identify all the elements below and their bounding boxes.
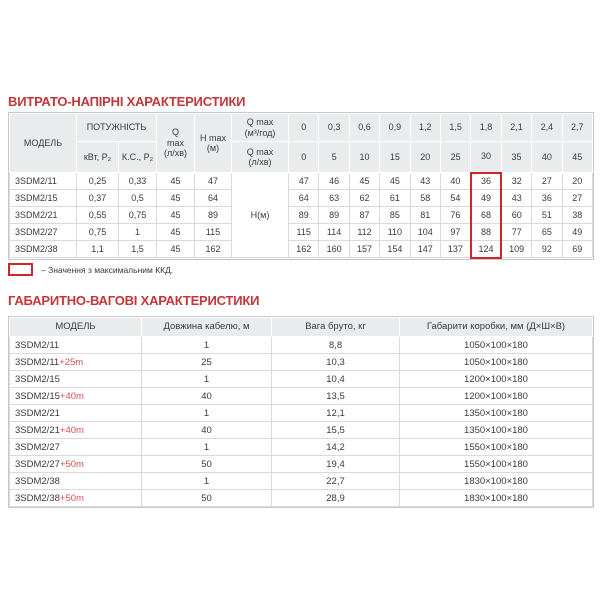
hmax-header: H max (м) xyxy=(195,114,232,173)
kw-cell: 1,1 xyxy=(77,241,119,258)
weight-cell: 10,3 xyxy=(272,354,400,371)
cable-suffix: +50m xyxy=(59,492,84,504)
box-cell: 1350×100×180 xyxy=(400,422,593,439)
header-cell: Довжина кабелю, м xyxy=(142,318,272,337)
table-row xyxy=(10,337,593,354)
header-row-m3h xyxy=(10,114,593,142)
head-value-cell: 147 xyxy=(410,241,440,258)
head-value-cell: 58 xyxy=(410,190,440,207)
box-cell: 1350×100×180 xyxy=(400,405,593,422)
cable-cell: 1 xyxy=(142,439,272,456)
weight-cell: 12,1 xyxy=(272,405,400,422)
cable-suffix: +50m xyxy=(59,458,84,470)
qmax-cell: 45 xyxy=(157,173,195,190)
head-value-cell: 62 xyxy=(349,190,379,207)
head-value-cell: 60 xyxy=(501,207,531,224)
head-value-cell: 110 xyxy=(380,224,410,241)
flow-m3h-header-cell: 1,2 xyxy=(410,114,440,142)
head-value-cell: 97 xyxy=(440,224,470,241)
head-value-cell: 109 xyxy=(501,241,531,258)
head-value-cell: 65 xyxy=(532,224,562,241)
qmax-cell: 45 xyxy=(157,190,195,207)
cable-cell: 1 xyxy=(142,473,272,490)
header-row-lmin xyxy=(10,142,593,173)
model-cell: 3SDM2/38 xyxy=(10,241,77,258)
table-row xyxy=(10,354,593,371)
head-value-cell: 32 xyxy=(501,173,531,190)
header-row xyxy=(10,318,593,337)
box-cell: 1050×100×180 xyxy=(400,354,593,371)
head-value-cell: 51 xyxy=(532,207,562,224)
model-cell xyxy=(10,456,142,473)
head-value-cell: 87 xyxy=(349,207,379,224)
power-hp-header: К.С., P₂ xyxy=(119,142,157,173)
head-meters-label-cell: Н(м) xyxy=(232,173,289,258)
model-name: 3SDM2/27 xyxy=(15,458,60,470)
model-cell xyxy=(10,422,142,439)
cable-cell: 25 xyxy=(142,354,272,371)
box-cell: 1050×100×180 xyxy=(400,337,593,354)
flow-m3h-header-cell: 2,4 xyxy=(532,114,562,142)
head-value-cell: 115 xyxy=(289,224,319,241)
head-value-cell: 77 xyxy=(501,224,531,241)
box-cell: 1830×100×180 xyxy=(400,473,593,490)
qmax-cell: 45 xyxy=(157,207,195,224)
cable-cell: 50 xyxy=(142,490,272,507)
power-kw-header: кВт, P₂ xyxy=(77,142,119,173)
head-value-cell: 43 xyxy=(501,190,531,207)
max-efficiency-highlight-swatch xyxy=(8,263,33,276)
hmax-cell: 115 xyxy=(195,224,232,241)
header-cell: МОДЕЛЬ xyxy=(10,318,142,337)
qmax-lmin-label: Q max (л/хв) xyxy=(232,142,289,173)
header-cell: Вага бруто, кг xyxy=(272,318,400,337)
weight-cell: 13,5 xyxy=(272,388,400,405)
table-row xyxy=(10,456,593,473)
weight-cell: 10,4 xyxy=(272,371,400,388)
table-row xyxy=(10,190,593,207)
head-value-cell: 64 xyxy=(289,190,319,207)
dimensions-section-title: ГАБАРИТНО-ВАГОВІ ХАРАКТЕРИСТИКИ xyxy=(8,293,260,308)
box-cell: 1200×100×180 xyxy=(400,371,593,388)
power-header: ПОТУЖНІСТЬ xyxy=(77,114,157,142)
dimensions-table-wrap xyxy=(8,316,594,508)
head-value-cell: 89 xyxy=(289,207,319,224)
flow-lmin-header-cell: 0 xyxy=(289,142,319,173)
head-value-cell: 45 xyxy=(349,173,379,190)
head-value-cell: 162 xyxy=(289,241,319,258)
table-row xyxy=(10,405,593,422)
model-name: 3SDM2/15 xyxy=(15,390,60,402)
model-name: 3SDM2/15 xyxy=(15,373,60,385)
flow-head-table xyxy=(9,113,593,259)
head-value-cell: 76 xyxy=(440,207,470,224)
table-row xyxy=(10,207,593,224)
model-cell: 3SDM2/15 xyxy=(10,190,77,207)
model-cell: 3SDM2/11 xyxy=(10,173,77,190)
flow-lmin-header-cell: 10 xyxy=(349,142,379,173)
flow-head-table-wrap xyxy=(8,112,594,260)
legend xyxy=(8,263,173,276)
flow-lmin-header-cell: 20 xyxy=(410,142,440,173)
kw-cell: 0,25 xyxy=(77,173,119,190)
head-value-cell: 160 xyxy=(319,241,349,258)
head-value-cell-max-efficiency: 124 xyxy=(471,241,501,258)
head-value-cell: 154 xyxy=(380,241,410,258)
head-value-cell: 49 xyxy=(562,224,592,241)
weight-cell: 8,8 xyxy=(272,337,400,354)
model-cell xyxy=(10,405,142,422)
flow-m3h-header-cell: 0 xyxy=(289,114,319,142)
head-value-cell: 85 xyxy=(380,207,410,224)
kw-cell: 0,55 xyxy=(77,207,119,224)
qmax-cell: 45 xyxy=(157,224,195,241)
head-value-cell: 112 xyxy=(349,224,379,241)
hp-cell: 1,5 xyxy=(119,241,157,258)
head-value-cell: 104 xyxy=(410,224,440,241)
kw-cell: 0,75 xyxy=(77,224,119,241)
qmax-cell: 45 xyxy=(157,241,195,258)
qmax-header: Q max (л/хв) xyxy=(157,114,195,173)
hp-cell: 1 xyxy=(119,224,157,241)
model-cell: 3SDM2/21 xyxy=(10,207,77,224)
head-value-cell: 61 xyxy=(380,190,410,207)
flow-m3h-header-cell: 2,7 xyxy=(562,114,592,142)
cable-cell: 1 xyxy=(142,405,272,422)
model-header: МОДЕЛЬ xyxy=(10,114,77,173)
head-value-cell: 27 xyxy=(562,190,592,207)
flow-lmin-header-cell: 35 xyxy=(501,142,531,173)
model-name: 3SDM2/11 xyxy=(15,339,60,351)
head-value-cell: 89 xyxy=(319,207,349,224)
hmax-cell: 47 xyxy=(195,173,232,190)
hmax-cell: 64 xyxy=(195,190,232,207)
model-name: 3SDM2/21 xyxy=(15,407,60,419)
table-row xyxy=(10,388,593,405)
head-value-cell: 43 xyxy=(410,173,440,190)
flow-m3h-header-cell: 2,1 xyxy=(501,114,531,142)
dimensions-table xyxy=(9,317,593,507)
table-row xyxy=(10,422,593,439)
table-row xyxy=(10,490,593,507)
flow-lmin-header-cell: 30 xyxy=(471,142,501,173)
box-cell: 1200×100×180 xyxy=(400,388,593,405)
hmax-cell: 162 xyxy=(195,241,232,258)
legend-text: – Значення з максимальним ККД. xyxy=(41,264,174,275)
flow-lmin-header-cell: 15 xyxy=(380,142,410,173)
weight-cell: 15,5 xyxy=(272,422,400,439)
weight-cell: 22,7 xyxy=(272,473,400,490)
model-name: 3SDM2/27 xyxy=(15,441,60,453)
hp-cell: 0,75 xyxy=(119,207,157,224)
hp-cell: 0,5 xyxy=(119,190,157,207)
flow-lmin-header-cell: 45 xyxy=(562,142,592,173)
cable-suffix: +40m xyxy=(59,424,84,436)
table-row xyxy=(10,241,593,258)
model-cell xyxy=(10,388,142,405)
model-cell xyxy=(10,337,142,354)
model-name: 3SDM2/38 xyxy=(15,492,60,504)
flow-lmin-header-cell: 5 xyxy=(319,142,349,173)
head-value-cell: 40 xyxy=(440,173,470,190)
weight-cell: 19,4 xyxy=(272,456,400,473)
head-value-cell-max-efficiency: 68 xyxy=(471,207,501,224)
qmax-m3h-label: Q max (м³/год) xyxy=(232,114,289,142)
head-value-cell: 46 xyxy=(319,173,349,190)
model-name: 3SDM2/11 xyxy=(15,356,60,368)
head-value-cell: 114 xyxy=(319,224,349,241)
head-value-cell: 69 xyxy=(562,241,592,258)
weight-cell: 14,2 xyxy=(272,439,400,456)
table-row xyxy=(10,371,593,388)
head-value-cell: 38 xyxy=(562,207,592,224)
table-row xyxy=(10,473,593,490)
model-cell xyxy=(10,371,142,388)
model-cell xyxy=(10,473,142,490)
flow-m3h-header-cell: 1,8 xyxy=(471,114,501,142)
model-cell: 3SDM2/27 xyxy=(10,224,77,241)
head-value-cell: 92 xyxy=(532,241,562,258)
flow-m3h-header-cell: 0,6 xyxy=(349,114,379,142)
head-value-cell: 36 xyxy=(532,190,562,207)
head-value-cell: 81 xyxy=(410,207,440,224)
flow-head-section-title: ВИТРАТО-НАПІРНІ ХАРАКТЕРИСТИКИ xyxy=(8,94,246,109)
head-value-cell-max-efficiency: 36 xyxy=(471,173,501,190)
head-value-cell: 54 xyxy=(440,190,470,207)
flow-lmin-header-cell: 25 xyxy=(440,142,470,173)
table-row xyxy=(10,173,593,190)
cable-cell: 40 xyxy=(142,388,272,405)
cable-suffix: +25m xyxy=(59,356,84,368)
cable-cell: 1 xyxy=(142,371,272,388)
head-value-cell: 27 xyxy=(532,173,562,190)
table-row xyxy=(10,439,593,456)
hp-cell: 0,33 xyxy=(119,173,157,190)
model-name: 3SDM2/21 xyxy=(15,424,60,436)
head-value-cell-max-efficiency: 49 xyxy=(471,190,501,207)
cable-suffix: +40m xyxy=(59,390,84,402)
cable-cell: 40 xyxy=(142,422,272,439)
cable-cell: 50 xyxy=(142,456,272,473)
cable-cell: 1 xyxy=(142,337,272,354)
model-name: 3SDM2/38 xyxy=(15,475,60,487)
head-value-cell: 157 xyxy=(349,241,379,258)
header-cell: Габарити коробки, мм (Д×Ш×В) xyxy=(400,318,593,337)
hmax-cell: 89 xyxy=(195,207,232,224)
head-value-cell: 63 xyxy=(319,190,349,207)
flow-m3h-header-cell: 0,9 xyxy=(380,114,410,142)
box-cell: 1550×100×180 xyxy=(400,456,593,473)
flow-lmin-header-cell: 40 xyxy=(532,142,562,173)
flow-m3h-header-cell: 0,3 xyxy=(319,114,349,142)
model-cell xyxy=(10,354,142,371)
model-cell xyxy=(10,490,142,507)
table-row xyxy=(10,224,593,241)
model-cell xyxy=(10,439,142,456)
flow-m3h-header-cell: 1,5 xyxy=(440,114,470,142)
head-value-cell: 45 xyxy=(380,173,410,190)
head-value-cell: 137 xyxy=(440,241,470,258)
head-value-cell-max-efficiency: 88 xyxy=(471,224,501,241)
head-value-cell: 47 xyxy=(289,173,319,190)
kw-cell: 0,37 xyxy=(77,190,119,207)
box-cell: 1550×100×180 xyxy=(400,439,593,456)
weight-cell: 28,9 xyxy=(272,490,400,507)
head-value-cell: 20 xyxy=(562,173,592,190)
box-cell: 1830×100×180 xyxy=(400,490,593,507)
